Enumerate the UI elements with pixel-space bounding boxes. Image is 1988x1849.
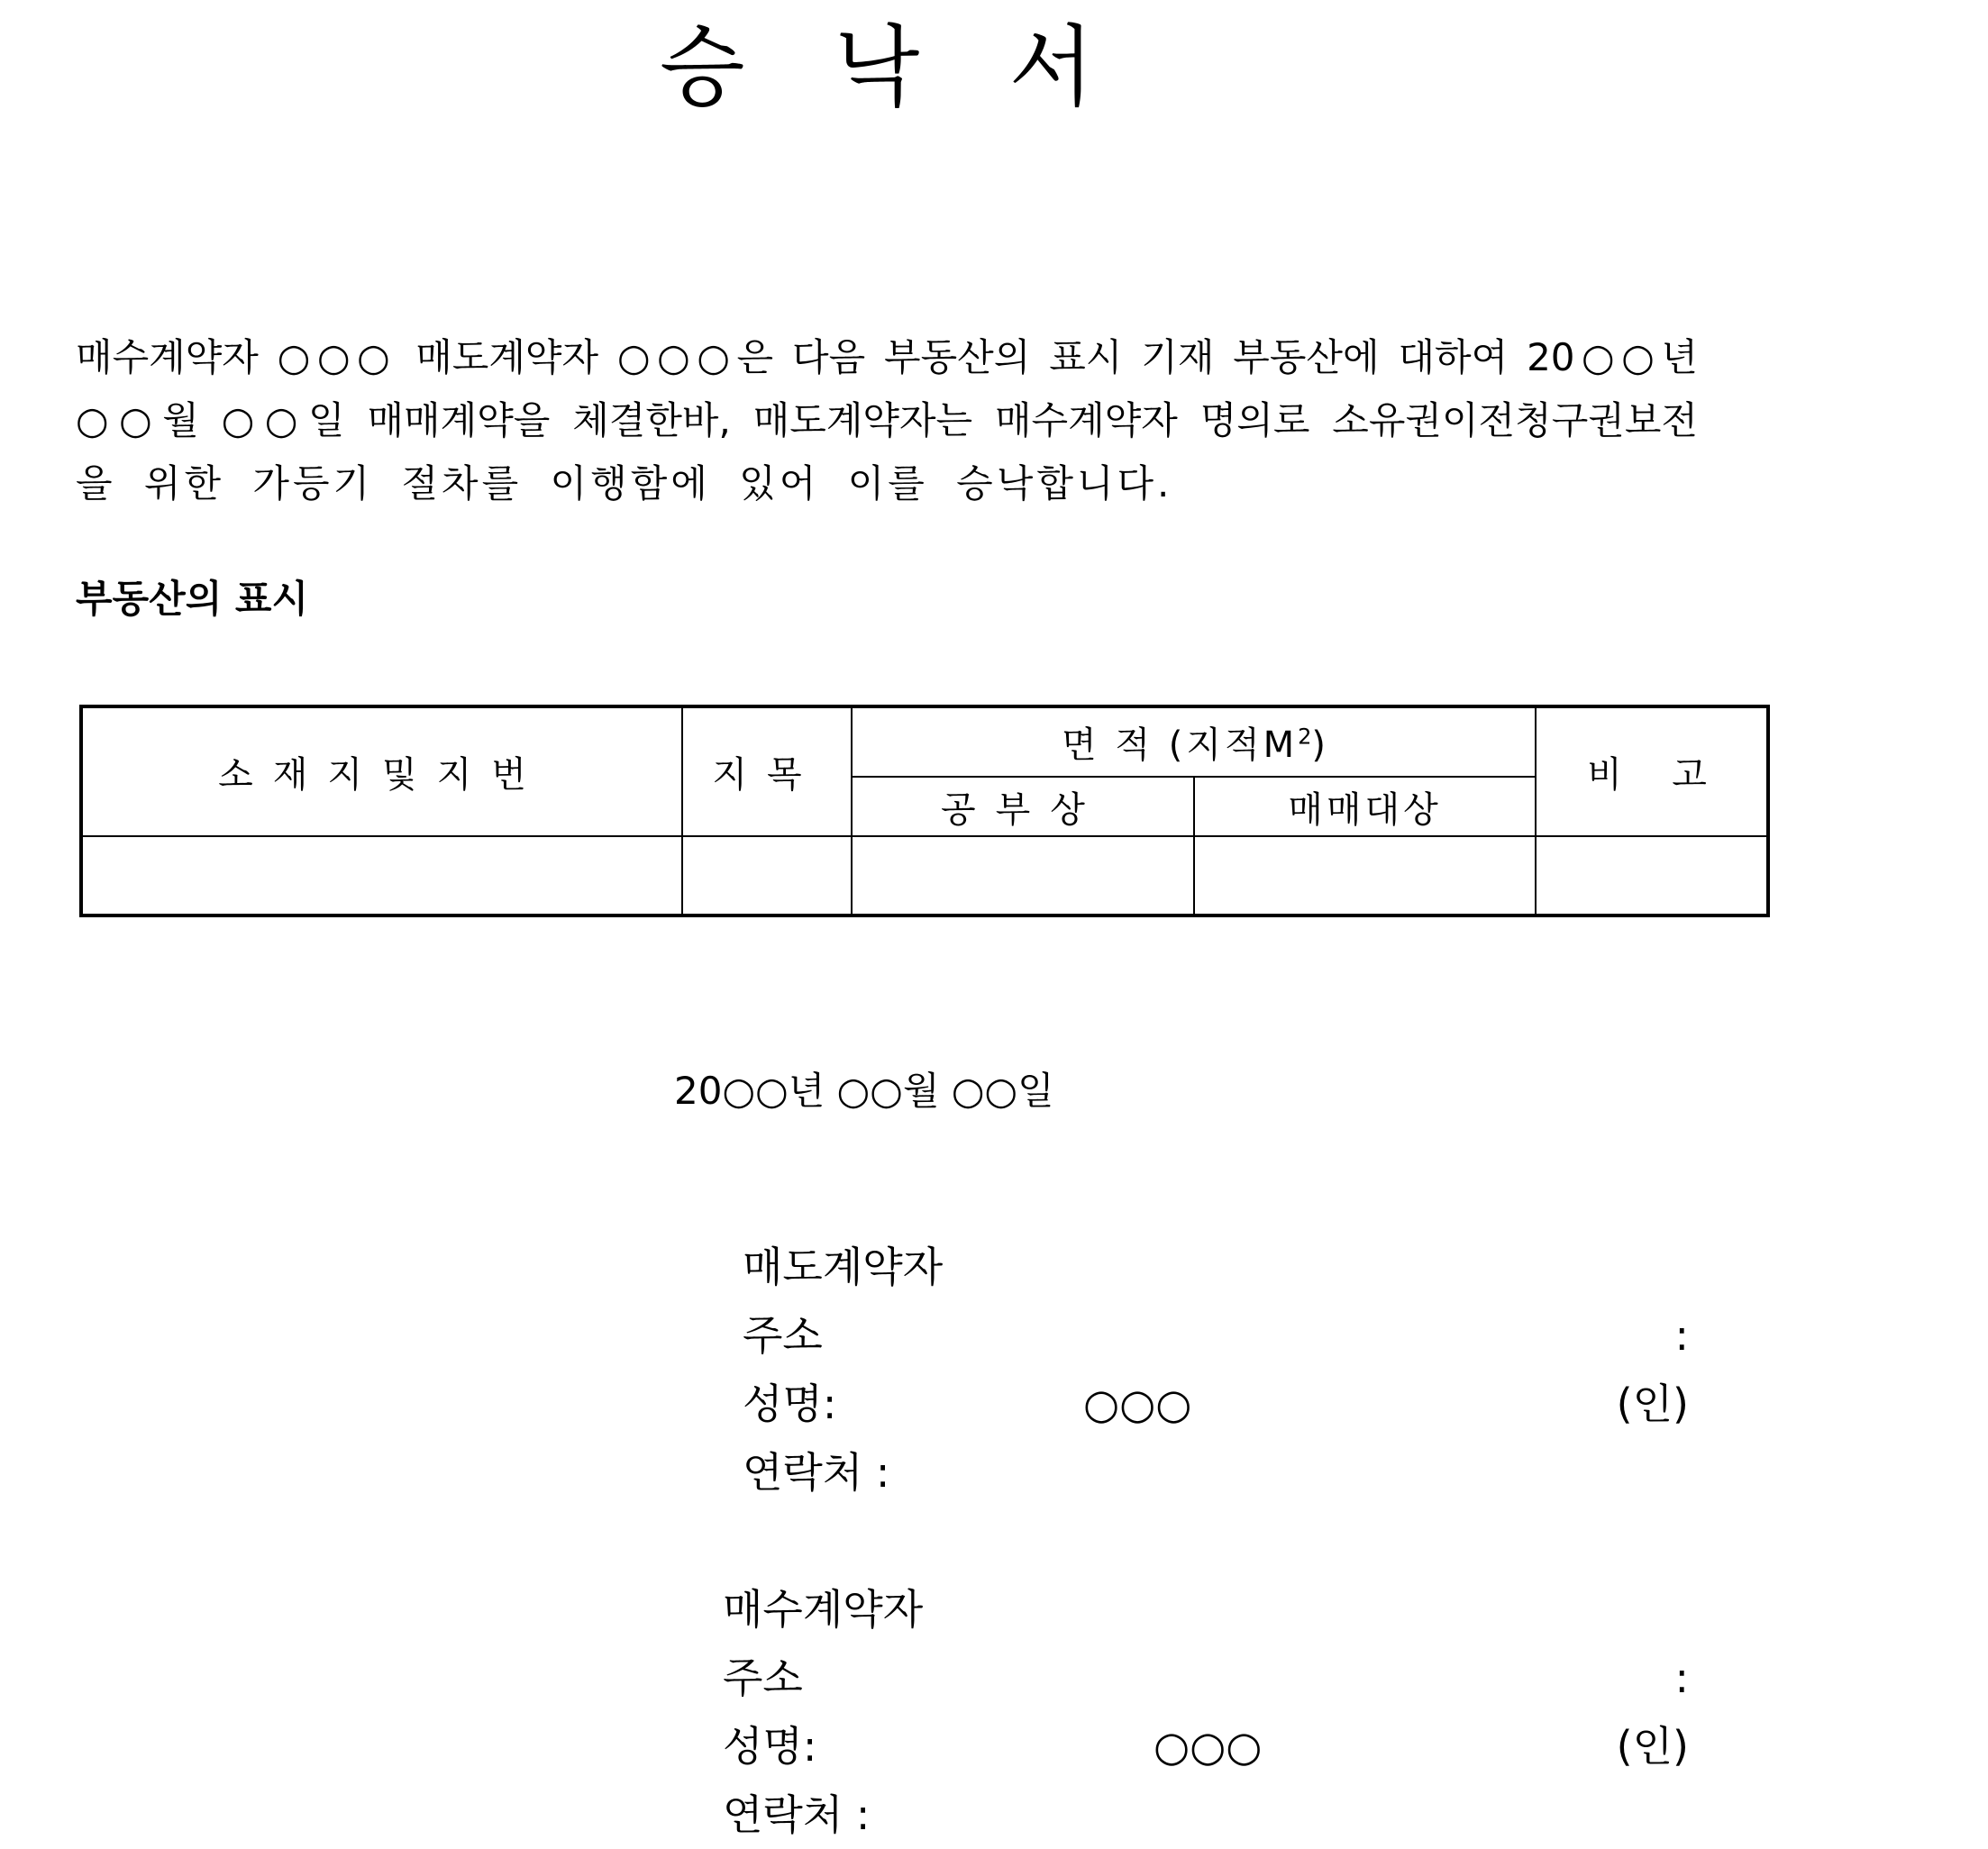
seller-name-row — [743, 1370, 1689, 1438]
property-table — [79, 705, 1770, 917]
buyer-name-value: ○○○ — [1154, 1722, 1263, 1771]
header-area-register: 공부상 — [852, 777, 1194, 836]
intro-paragraph — [76, 326, 1698, 515]
buyer-contact-row — [723, 1781, 1689, 1849]
header-area-label: 면 적 (지적M — [1062, 724, 1299, 766]
header-category: 지목 — [682, 706, 852, 836]
header-area-close: ) — [1311, 724, 1326, 766]
buyer-seal: (인) — [1616, 1722, 1689, 1771]
intro-line-2: ○○월 ○○일 매매계약을 체결한바, 매도계약자는 매수계약자 명의로 소유권이전청구권보전 — [76, 398, 1698, 442]
cell-remarks[interactable] — [1536, 836, 1768, 915]
buyer-address-row — [723, 1644, 1689, 1712]
seller-address-row — [743, 1301, 1689, 1370]
contract-date: 20○○년 ○○월 ○○일 — [674, 1069, 1054, 1113]
document-title: 승 낙 서 — [659, 16, 1126, 119]
header-area — [852, 706, 1536, 777]
buyer-name-label: 성명: — [723, 1722, 817, 1771]
seller-block — [743, 1233, 1689, 1507]
intro-line-3: 을 위한 가등기 절차를 이행함에 있어 이를 승낙합니다. — [76, 461, 1173, 506]
table-row — [81, 836, 1768, 915]
cell-area-sale[interactable] — [1194, 836, 1536, 915]
seller-name-label: 성명: — [743, 1380, 837, 1428]
header-remarks: 비 고 — [1536, 706, 1768, 836]
seller-contact-row — [743, 1438, 1689, 1507]
seller-seal: (인) — [1616, 1380, 1689, 1428]
buyer-block — [723, 1575, 1689, 1849]
seller-address-label: 주소 — [743, 1311, 823, 1360]
buyer-address-label: 주소 — [723, 1653, 803, 1702]
seller-contact-label: 연락처 : — [743, 1448, 890, 1497]
cell-area-register[interactable] — [852, 836, 1194, 915]
seller-heading: 매도계약자 — [743, 1243, 944, 1291]
buyer-address-colon: : — [1674, 1653, 1689, 1702]
header-location: 소재지및지번 — [81, 706, 682, 836]
buyer-name-row — [723, 1712, 1689, 1781]
property-section-heading: 부동산의 표시 — [76, 577, 309, 621]
seller-address-colon: : — [1674, 1311, 1689, 1360]
seller-name-value: ○○○ — [1083, 1380, 1192, 1428]
intro-line-1: 매수계약자 ○○○ 매도계약자 ○○○은 다음 부동산의 표시 기재 부동산에 대하여 20○○년 — [76, 335, 1698, 379]
buyer-heading: 매수계약자 — [723, 1585, 924, 1634]
header-area-sale: 매매대상 — [1194, 777, 1536, 836]
cell-category[interactable] — [682, 836, 852, 915]
cell-location[interactable] — [81, 836, 682, 915]
buyer-contact-label: 연락처 : — [723, 1790, 871, 1839]
header-area-unit-superscript: 2 — [1298, 724, 1312, 750]
